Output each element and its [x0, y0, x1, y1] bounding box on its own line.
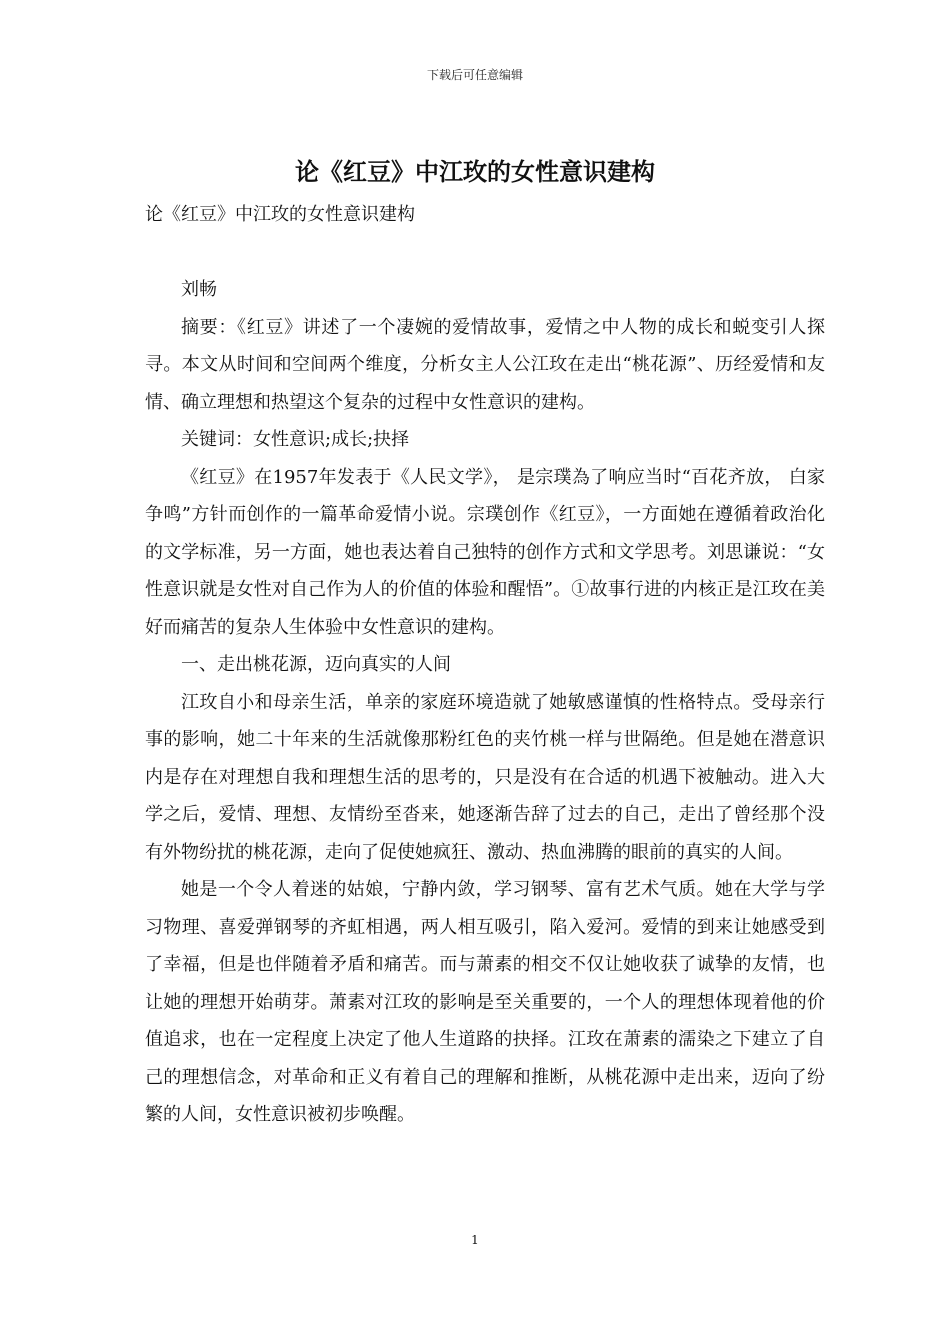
blank-line: [145, 234, 825, 272]
document-title: 论《红豆》中江玫的女性意识建构: [295, 158, 655, 186]
author-name: 刘畅: [181, 279, 217, 300]
document-body: [145, 196, 825, 1134]
page-number: 1: [471, 1233, 479, 1247]
keywords-line: 关键词：女性意识;成长;抉择: [181, 429, 410, 450]
body-paragraph: 江玫自小和母亲生活，单亲的家庭环境造就了她敏感谨慎的性格特点。受母亲行事的影响，她二十年来的生活就像那粉红色的夹竹桃一样与世隔绝。但是她在潜意识内是存在对理想自我和理想生活的思考的，只是没有在合适的机遇下被触动。进入大学之后，爱情、理想、友情纷至沓来，她逐渐告辞了过去的自己，走出了曾经那个没有外物纷扰的桃花源，走向了促使她疯狂、激动、热血沸腾的眼前的真实的人间。: [145, 691, 825, 863]
section-heading: 一、走出桃花源，迈向真实的人间: [181, 654, 451, 675]
body-paragraph: 《红豆》在1957年发表于《人民文学》， 是宗璞為了响应当时“百花齐放， 白家争鸣”方针而创作的一篇革命爱情小说。宗璞创作《红豆》，一方面她在遵循着政治化的文学标准，另一方面，她也表达着自己独特的创作方式和文学思考。刘思谦说：“女性意识就是女性对自己作为人的价值的体验和醒悟”。①故事行进的内核正是江玫在美好而痛苦的复杂人生体验中女性意识的建构。: [145, 466, 825, 638]
document-subtitle: 论《红豆》中江玫的女性意识建构: [145, 204, 415, 225]
body-paragraph: 她是一个令人着迷的姑娘，宁静内敛，学习钢琴、富有艺术气质。她在大学与学习物理、喜爱弹钢琴的齐虹相遇，两人相互吸引，陷入爱河。爱情的到来让她感受到了幸福，但是也伴随着矛盾和痛苦。而与萧素的相交不仅让她收获了诚挚的友情，也让她的理想开始萌芽。萧素对江玫的影响是至关重要的，一个人的理想体现着他的价值追求，也在一定程度上决定了他人生道路的抉择。江玫在萧素的濡染之下建立了自己的理想信念，对革命和正义有着自己的理解和推断，从桃花源中走出来，迈向了纷繁的人间，女性意识被初步唤醒。: [145, 879, 825, 1125]
abstract-paragraph: 摘要：《红豆》讲述了一个凄婉的爱情故事，爱情之中人物的成长和蜕变引人探寻。本文从时间和空间两个维度，分析女主人公江玫在走出“桃花源”、历经爱情和友情、确立理想和热望这个复杂的过程中女性意识的建构。: [145, 316, 825, 413]
page-header-note: 下载后可任意编辑: [426, 68, 523, 82]
